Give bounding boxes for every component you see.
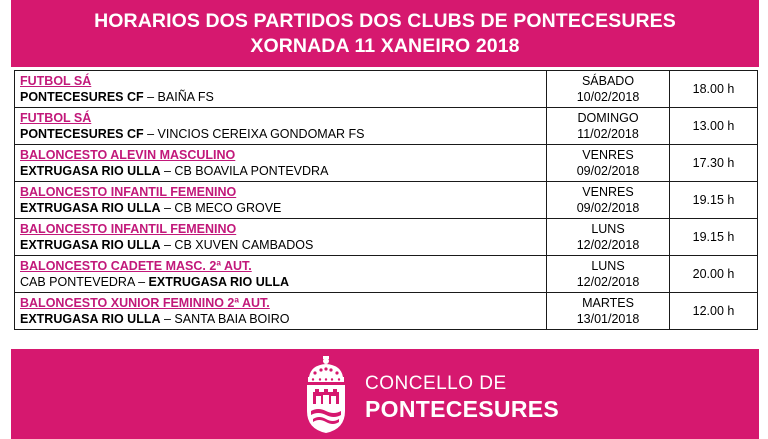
away-team: SANTA BAIA BOIRO bbox=[174, 312, 290, 326]
date-cell bbox=[547, 145, 670, 182]
sport-category: BALONCESTO INFANTIL FEMENINO bbox=[20, 185, 237, 199]
match-cell bbox=[15, 219, 547, 256]
away-team: EXTRUGASA RIO ULLA bbox=[148, 275, 290, 289]
match-day: VENRES bbox=[582, 148, 634, 162]
table-row bbox=[15, 219, 758, 256]
time-cell bbox=[670, 108, 758, 145]
sport-category: FUTBOL SÁ bbox=[20, 111, 92, 125]
match-cell bbox=[15, 108, 547, 145]
page-subtitle: XORNADA 11 XANEIRO 2018 bbox=[250, 34, 520, 57]
match-time: 18.00 h bbox=[692, 82, 735, 96]
table-row bbox=[15, 145, 758, 182]
away-team: CB BOAVILA PONTEVDRA bbox=[174, 164, 329, 178]
team-separator: – bbox=[143, 90, 158, 104]
time-cell bbox=[670, 182, 758, 219]
sport-category: FUTBOL SÁ bbox=[20, 74, 92, 88]
table-row bbox=[15, 293, 758, 330]
match-teams bbox=[20, 89, 546, 105]
match-time: 19.15 h bbox=[692, 193, 735, 207]
match-cell bbox=[15, 293, 547, 330]
match-time: 20.00 h bbox=[692, 267, 735, 281]
match-day: SÁBADO bbox=[581, 74, 635, 88]
match-date: 13/01/2018 bbox=[576, 312, 640, 326]
home-team: PONTECESURES CF bbox=[20, 90, 144, 104]
sport-category: BALONCESTO INFANTIL FEMENINO bbox=[20, 222, 237, 236]
home-team: EXTRUGASA RIO ULLA bbox=[20, 312, 161, 326]
team-separator: – bbox=[143, 127, 158, 141]
council-name bbox=[365, 373, 559, 423]
time-cell bbox=[670, 219, 758, 256]
footer-banner bbox=[11, 349, 759, 439]
away-team: CB MECO GROVE bbox=[174, 201, 282, 215]
date-cell bbox=[547, 71, 670, 108]
home-team: EXTRUGASA RIO ULLA bbox=[20, 238, 161, 252]
time-cell bbox=[670, 71, 758, 108]
team-separator: – bbox=[160, 201, 175, 215]
match-cell bbox=[15, 71, 547, 108]
match-cell bbox=[15, 182, 547, 219]
sport-category: BALONCESTO XUNIOR FEMININO 2ª AUT. bbox=[20, 296, 270, 310]
time-cell bbox=[670, 293, 758, 330]
match-date: 10/02/2018 bbox=[576, 90, 640, 104]
match-date: 09/02/2018 bbox=[576, 201, 640, 215]
match-time: 12.00 h bbox=[692, 304, 735, 318]
date-cell bbox=[547, 293, 670, 330]
match-teams bbox=[20, 274, 546, 290]
match-date: 12/02/2018 bbox=[576, 238, 640, 252]
match-teams bbox=[20, 163, 546, 179]
home-team: EXTRUGASA RIO ULLA bbox=[20, 164, 161, 178]
home-team: PONTECESURES CF bbox=[20, 127, 144, 141]
team-separator: – bbox=[134, 275, 149, 289]
home-team: CAB PONTEVEDRA bbox=[20, 275, 135, 289]
match-cell bbox=[15, 145, 547, 182]
page-title: HORARIOS DOS PARTIDOS DOS CLUBS DE PONTECESURES bbox=[94, 9, 676, 32]
date-cell bbox=[547, 256, 670, 293]
team-separator: – bbox=[160, 164, 175, 178]
team-separator: – bbox=[160, 312, 175, 326]
date-cell bbox=[547, 219, 670, 256]
match-day: LUNS bbox=[591, 222, 625, 236]
away-team: BAIÑA FS bbox=[157, 90, 214, 104]
match-date: 12/02/2018 bbox=[576, 275, 640, 289]
match-date: 11/02/2018 bbox=[577, 127, 639, 141]
table-row bbox=[15, 256, 758, 293]
table-row bbox=[15, 108, 758, 145]
municipal-crest-icon bbox=[301, 355, 351, 435]
time-cell bbox=[670, 256, 758, 293]
schedule-body bbox=[15, 71, 758, 330]
match-time: 17.30 h bbox=[692, 156, 735, 170]
match-teams bbox=[20, 237, 546, 253]
table-row bbox=[15, 182, 758, 219]
match-day: MARTES bbox=[582, 296, 634, 310]
match-teams bbox=[20, 311, 546, 327]
date-cell bbox=[547, 108, 670, 145]
match-teams bbox=[20, 126, 546, 142]
schedule-table bbox=[14, 70, 758, 330]
match-day: DOMINGO bbox=[577, 111, 639, 125]
match-time: 13.00 h bbox=[692, 119, 735, 133]
team-separator: – bbox=[160, 238, 175, 252]
date-cell bbox=[547, 182, 670, 219]
sport-category: BALONCESTO ALEVIN MASCULINO bbox=[20, 148, 236, 162]
match-day: VENRES bbox=[582, 185, 634, 199]
away-team: VINCIOS CEREIXA GONDOMAR FS bbox=[157, 127, 365, 141]
match-teams bbox=[20, 200, 546, 216]
sport-category: BALONCESTO CADETE MASC. 2ª AUT. bbox=[20, 259, 252, 273]
match-day: LUNS bbox=[591, 259, 625, 273]
table-row bbox=[15, 71, 758, 108]
match-date: 09/02/2018 bbox=[576, 164, 640, 178]
page-header bbox=[11, 0, 759, 67]
match-cell bbox=[15, 256, 547, 293]
council-label: CONCELLO DE bbox=[365, 373, 507, 394]
time-cell bbox=[670, 145, 758, 182]
home-team: EXTRUGASA RIO ULLA bbox=[20, 201, 161, 215]
away-team: CB XUVEN CAMBADOS bbox=[174, 238, 314, 252]
council-town: PONTECESURES bbox=[365, 396, 560, 422]
match-time: 19.15 h bbox=[692, 230, 735, 244]
